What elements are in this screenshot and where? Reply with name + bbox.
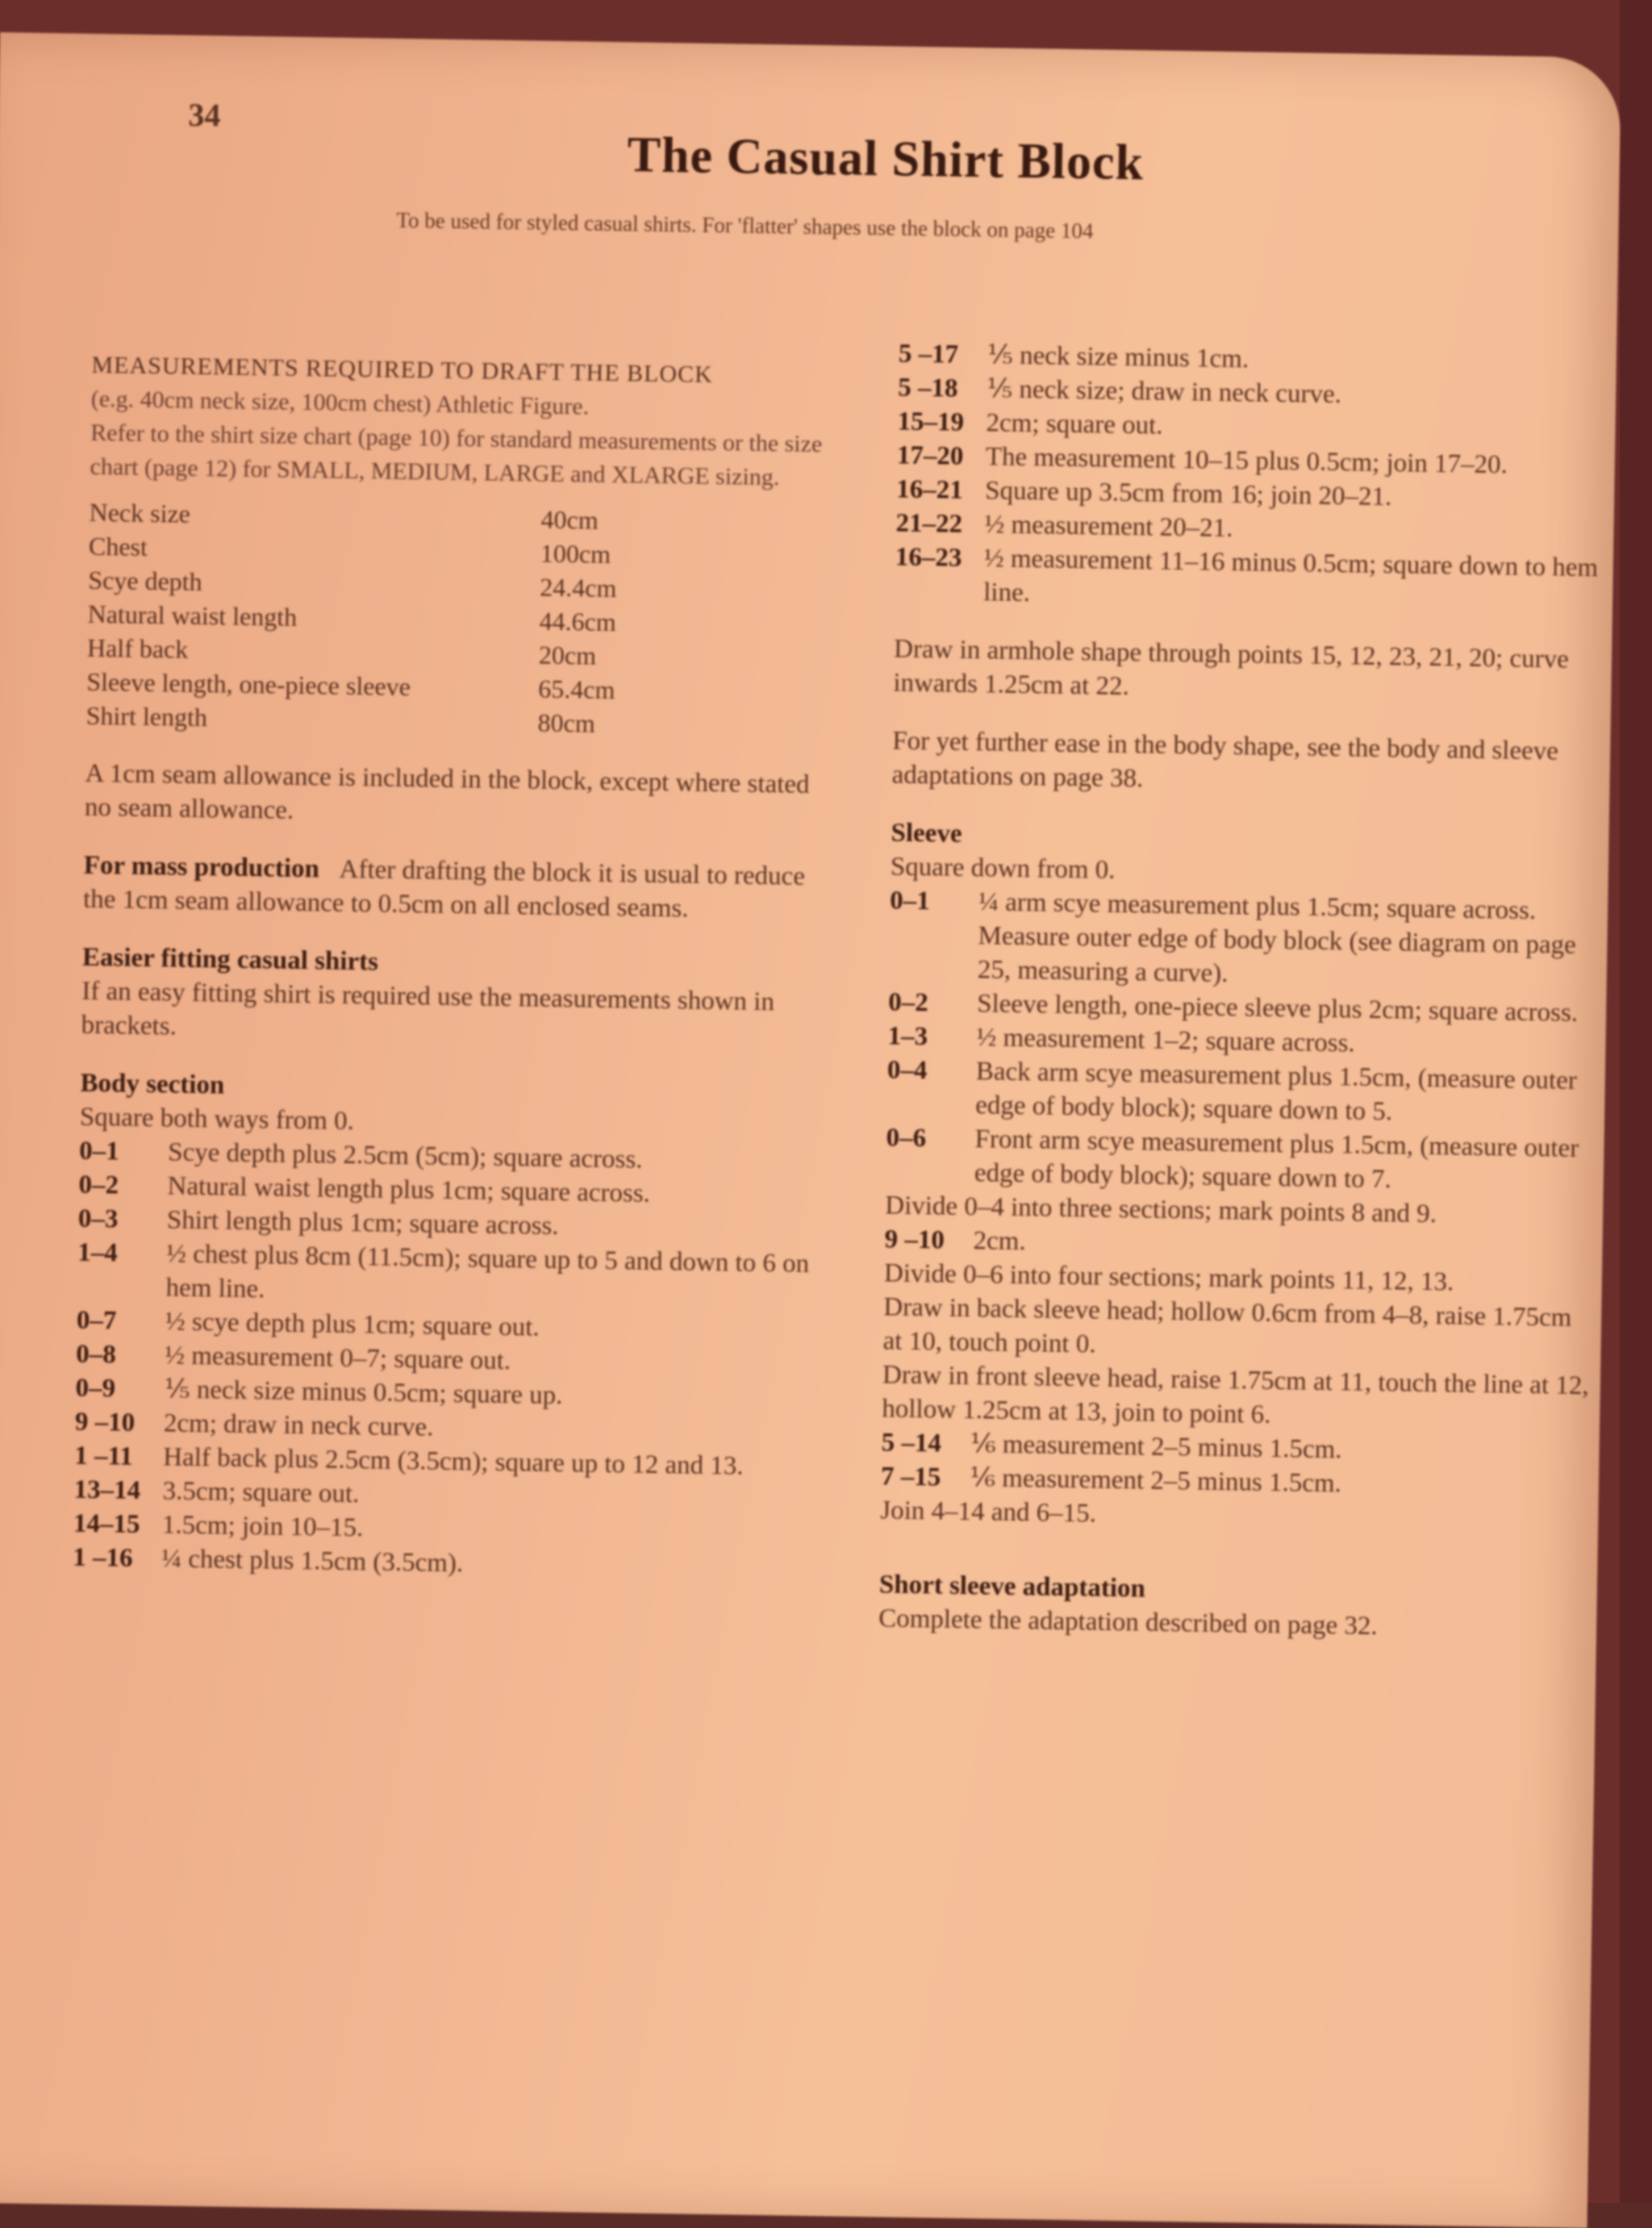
list-item: 1 –16 ¼ chest plus 1.5cm (3.5cm).: [73, 1542, 464, 1579]
measurement-row: Sleeve length, one-piece sleeve 65.4cm: [86, 666, 615, 705]
body-section: [73, 1066, 831, 1587]
measurement-row: Scye depth 24.4cm: [88, 565, 617, 603]
page-number: 34: [188, 96, 221, 134]
seam-note: A 1cm seam allowance is included in the block, except where stated no seam allowance.: [84, 758, 810, 825]
sleeve-section: [880, 816, 1601, 1538]
short-sleeve-text: Complete the adaptation described on page 32.: [878, 1604, 1379, 1642]
list-item: 13–14 3.5cm; square out.: [73, 1475, 360, 1509]
body-section-intro: Square both ways from 0.: [79, 1102, 355, 1137]
left-column: [73, 348, 842, 1586]
list-item: 15–19 2cm; square out.: [897, 407, 1163, 440]
mass-production-paragraph: [83, 849, 834, 928]
body-section-heading: Body section: [80, 1068, 225, 1100]
list-item: 0–9 ⅕ neck size minus 0.5cm; square up.: [75, 1373, 563, 1411]
measurements-intro-2: Refer to the shirt size chart (page 10) for standard measurements or the size chart (page 12) for SMALL, MEDIUM, LARGE and XLARGE sizing.: [90, 419, 823, 491]
list-item: 16–23 ½ measurement 11–16 minus 0.5cm; square down to hem line.: [895, 542, 1599, 608]
back-sleeve-head-text: Draw in back sleeve head; hollow 0.6cm from 4–8, raise 1.75cm at 10, touch point 0.: [882, 1292, 1572, 1359]
list-item: 5 –14 ⅙ measurement 2–5 minus 1.5cm.: [881, 1428, 1342, 1465]
list-item: 14–15 1.5cm; join 10–15.: [73, 1508, 364, 1543]
short-sleeve-section: [878, 1567, 1589, 1646]
list-item: 0–2 Natural waist length plus 1cm; square across.: [78, 1170, 651, 1208]
page-title: The Casual Shirt Block: [627, 127, 1145, 191]
table-surface: [1620, 0, 1652, 2203]
measurement-row: Natural waist length 44.6cm: [87, 599, 616, 637]
list-item: 9 –10 2cm; draw in neck curve.: [74, 1407, 434, 1442]
list-item: 5 –17 ⅕ neck size minus 1cm.: [898, 339, 1249, 374]
ease-text: For yet further ease in the body shape, see the body and sleeve adaptations on page 38.: [891, 726, 1559, 794]
list-item: 0–2 Sleeve length, one-piece sleeve plus 2cm; square across.: [887, 987, 1579, 1028]
list-item: 5 –18 ⅕ neck size; draw in neck curve.: [897, 373, 1342, 410]
measurement-row: Neck size 40cm: [89, 497, 599, 535]
measurement-row: Shirt length 80cm: [86, 700, 596, 738]
measurements-intro-1: (e.g. 40cm neck size, 100cm chest) Athletic Figure.: [90, 385, 590, 420]
list-item: 0–3 Shirt length plus 1cm; square across.: [77, 1204, 559, 1241]
mass-production-heading: For mass production: [83, 850, 320, 884]
list-item: 1–4 ½ chest plus 8cm (11.5cm); square up to 5 and down to 6 on hem line.: [77, 1237, 810, 1304]
short-sleeve-heading: Short sleeve adaptation: [878, 1570, 1146, 1604]
easier-fitting-heading: Easier fitting casual shirts: [81, 942, 379, 977]
easier-fitting-section: [81, 941, 832, 1054]
list-item: 0–6 Front arm scye measurement plus 1.5cm, (measure outer edge of body block); square down to 7.: [886, 1123, 1579, 1195]
armhole-text: Draw in armhole shape through points 15, 12, 23, 21, 20; curve inwards 1.25cm at 22.: [893, 634, 1570, 702]
book-page: [0, 32, 1621, 2228]
list-item: 7 –15 ⅙ measurement 2–5 minus 1.5cm.: [880, 1462, 1342, 1499]
mass-production-text: After drafting the block it is usual to reduce the 1cm seam allowance to 0.5cm on all enclosed seams.: [82, 854, 806, 924]
list-item: 0–1 Scye depth plus 2.5cm (5cm); square across.: [78, 1136, 643, 1174]
front-sleeve-head-text: Draw in front sleeve head, raise 1.75cm at 11, touch the line at 12, hollow 1.25cm at 13, join to point 6.: [882, 1360, 1589, 1429]
list-item: 0–1 ¼ arm scye measurement plus 1.5cm; square across. Measure outer edge of body block (see diagram on page 25, measuring a curve).: [889, 886, 1577, 989]
list-item: 1–3 ½ measurement 1–2; square across.: [887, 1021, 1355, 1058]
measurement-row: Half back 20cm: [86, 632, 597, 670]
list-item: 9 –10 2cm.: [884, 1225, 1026, 1257]
measurement-row: Chest 100cm: [88, 531, 611, 569]
measurements-heading: MEASUREMENTS REQUIRED TO DRAFT THE BLOCK: [91, 351, 714, 388]
list-item: 17–20 The measurement 10–15 plus 0.5cm; join 17–20.: [896, 440, 1508, 480]
right-column: [878, 337, 1608, 1647]
list-item: 0–4 Back arm scye measurement plus 1.5cm, (measure outer edge of body block); square down to 5.: [886, 1055, 1578, 1127]
list-item: 21–22 ½ measurement 20–21.: [895, 508, 1233, 544]
join-text: Join 4–14 and 6–15.: [880, 1496, 1097, 1529]
list-item: 16–21 Square up 3.5cm from 16; join 20–21.: [895, 474, 1392, 512]
sleeve-intro: Square down from 0.: [890, 852, 1116, 885]
sleeve-heading: Sleeve: [891, 818, 962, 849]
divide-four-text: Divide 0–6 into four sections; mark points 11, 12, 13.: [883, 1258, 1454, 1297]
page-subtitle: To be used for styled casual shirts. For 'flatter' shapes use the block on page 104: [396, 207, 1094, 244]
divide-three-text: Divide 0–4 into three sections; mark points 8 and 9.: [885, 1191, 1437, 1229]
easier-fitting-text: If an easy fitting shirt is required use the measurements shown in brackets.: [81, 976, 775, 1041]
list-item: 0–8 ½ measurement 0–7; square out.: [75, 1339, 511, 1376]
list-item: 0–7 ½ scye depth plus 1cm; square out.: [76, 1305, 540, 1342]
list-item: 1 –11 Half back plus 2.5cm (3.5cm); square up to 12 and 13.: [74, 1441, 744, 1481]
